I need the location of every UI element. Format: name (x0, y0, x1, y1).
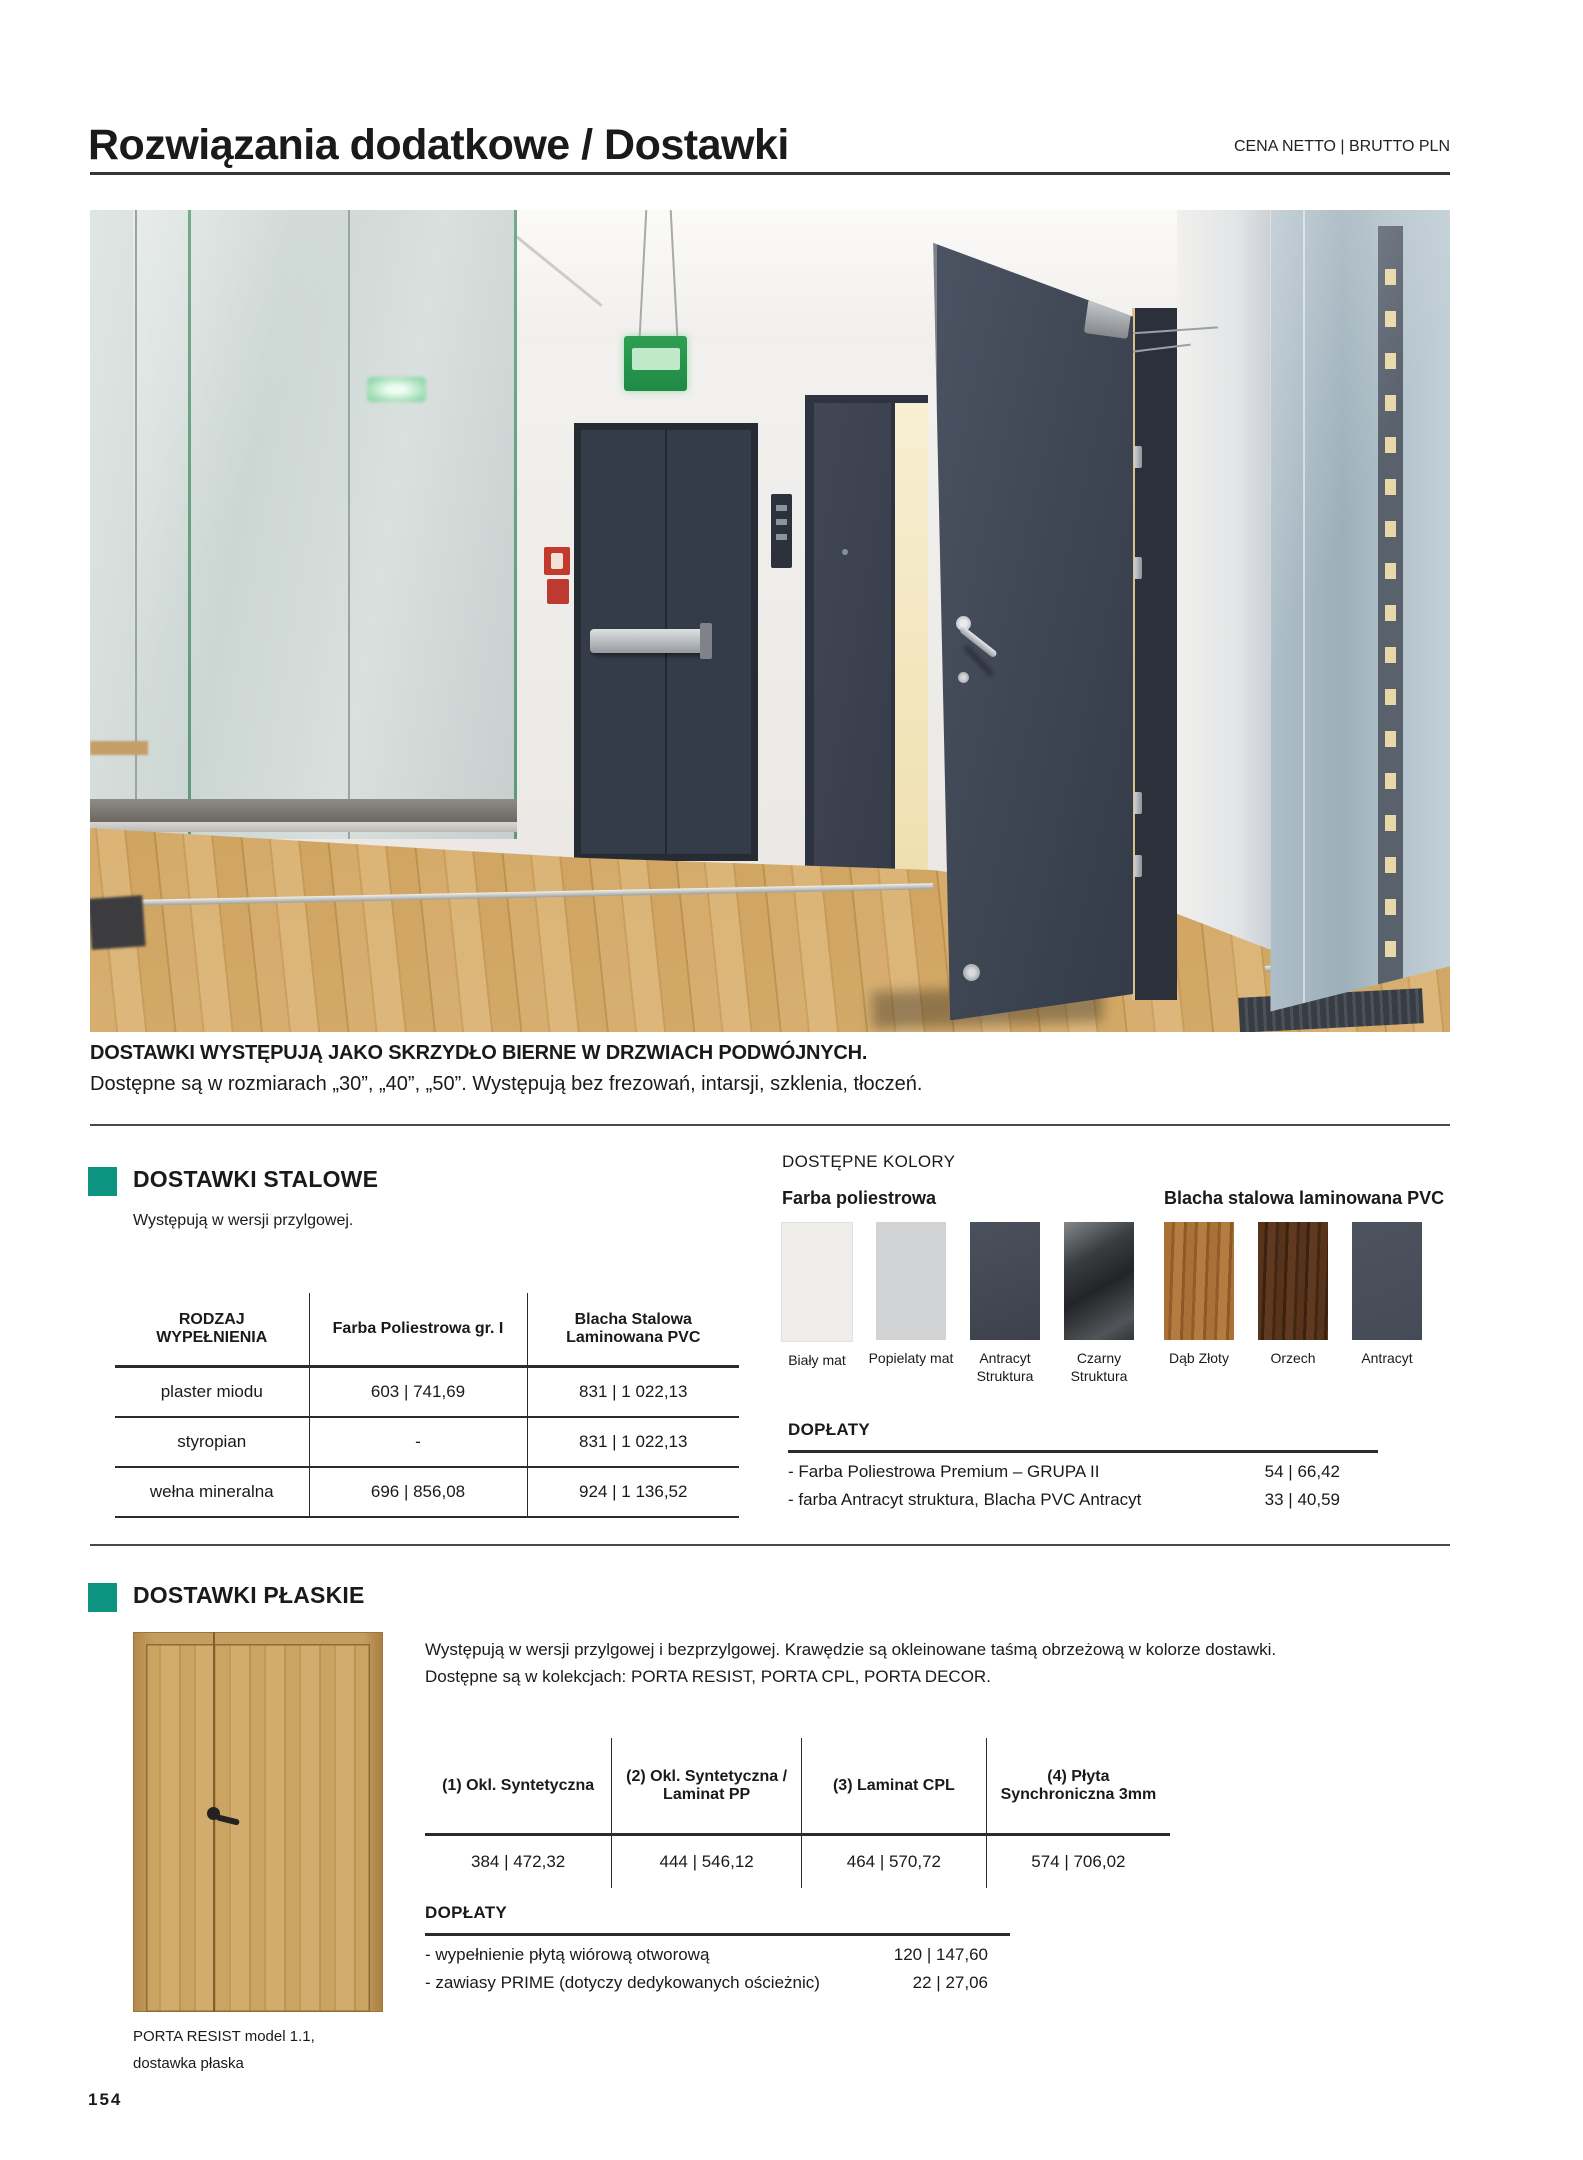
steel-price-table (115, 1293, 739, 1518)
swatch-dab-zloty (1164, 1222, 1234, 1340)
surcharge-label: - wypełnienie płytą wiórową otworową (425, 1945, 710, 1964)
photo-recessed-double-door (574, 423, 758, 861)
photo-intercom-panel (771, 494, 791, 568)
surcharge-price: 33 | 40,59 (1264, 1490, 1340, 1509)
section-divider (90, 1124, 1450, 1126)
door-leaf-gap (213, 1632, 215, 2012)
photo-bottom-lock (963, 964, 980, 981)
surcharge-label: - Farba Poliestrowa Premium – GRUPA II (788, 1462, 1100, 1481)
surcharge-row (788, 1490, 1340, 1510)
photo-glass-edge (514, 210, 517, 839)
swatch-row-pvc (1152, 1222, 1434, 1367)
section-divider (90, 1544, 1450, 1546)
intro-text: Dostępne są w rozmiarach „30”, „40”, „50”. Występują bez frezowań, intarsji, szklenia, tłoczeń. (90, 1073, 923, 1095)
photo-glass-seam (348, 210, 350, 839)
photo-exit-sign (624, 336, 687, 391)
page-title: Rozwiązania dodatkowe / Dostawki (88, 120, 789, 169)
color-swatch (1152, 1222, 1246, 1367)
cell-price: 696 | 856,08 (309, 1467, 527, 1517)
photo-glass-base-trim (90, 799, 517, 822)
color-swatch (1340, 1222, 1434, 1367)
photo-wall-pilaster (1177, 210, 1271, 954)
swatch-label: Antracyt (1361, 1350, 1413, 1366)
cell-price: 603 | 741,69 (309, 1367, 527, 1418)
photo-right-glass-facade (1270, 210, 1450, 1032)
color-group-name: Blacha stalowa laminowana PVC (1164, 1188, 1445, 1208)
color-swatch (958, 1222, 1052, 1385)
cell-price: 924 | 1 136,52 (527, 1467, 739, 1517)
surcharges-title: DOPŁATY (425, 1903, 508, 1922)
photo-door-peephole (842, 549, 848, 555)
intro-heading: DOSTAWKI WYSTĘPUJĄ JAKO SKRZYDŁO BIERNE W DRZWIACH PODWÓJNYCH. (90, 1042, 868, 1064)
col-header: Farba Poliestrowa gr. I (309, 1293, 527, 1367)
col-header: (1) Okl. Syntetyczna (425, 1738, 612, 1835)
photo-wood-rail (90, 741, 148, 755)
surcharge-price: 54 | 66,42 (1264, 1462, 1340, 1481)
photo-panic-bar (590, 629, 705, 652)
surcharge-price: 22 | 27,06 (912, 1973, 988, 1992)
swatch-label: Orzech (1270, 1350, 1316, 1366)
surcharge-label: - farba Antracyt struktura, Blacha PVC Antracyt (788, 1490, 1142, 1509)
photo-hinge (1134, 446, 1142, 468)
photo-glass-seam (188, 210, 191, 839)
figure-caption-line1: PORTA RESIST model 1.1, (133, 2028, 315, 2045)
swatch-row-paint (770, 1222, 1146, 1385)
photo-panic-bar-latch (700, 623, 712, 659)
photo-doorway-light (895, 403, 928, 900)
surcharge-label: - zawiasy PRIME (dotyczy dedykowanych ościeżnic) (425, 1973, 820, 1992)
photo-glowing-sign (367, 377, 425, 402)
table-header-row (115, 1293, 739, 1367)
swatch-label: Antracyt Struktura (976, 1350, 1034, 1384)
photo-door-handle (959, 626, 998, 659)
swatch-czarny-struktura (1064, 1222, 1134, 1340)
surcharge-row (788, 1462, 1340, 1482)
photo-open-door-leaf (933, 243, 1133, 1021)
surcharge-price: 120 | 147,60 (893, 1945, 988, 1964)
surcharges-title: DOPŁATY (788, 1420, 871, 1439)
section-bullet (88, 1167, 117, 1196)
surcharge-row (425, 1973, 988, 1993)
door-leaves (146, 1644, 370, 2012)
swatch-popielaty-mat (876, 1222, 946, 1340)
cell-price: 831 | 1 022,13 (527, 1367, 739, 1418)
colors-title: DOSTĘPNE KOLORY (782, 1152, 956, 1171)
cell-price: 464 | 570,72 (802, 1835, 987, 1889)
section-title-steel: DOSTAWKI STALOWE (133, 1166, 379, 1192)
photo-glass-sheen (1270, 210, 1450, 1032)
photo-fire-sign-icon (551, 553, 562, 569)
cell-price: 574 | 706,02 (1031, 1852, 1126, 1871)
col-header: RODZAJ WYPEŁNIENIA (115, 1293, 309, 1367)
flat-door-image (133, 1632, 383, 2012)
photo-hinge (1134, 855, 1142, 877)
photo-fire-sign-small (547, 579, 569, 604)
swatch-antracyt-struktura (970, 1222, 1040, 1340)
color-swatch (1246, 1222, 1340, 1367)
col-header: (4) Płyta Synchroniczna 3mm (986, 1738, 1170, 1835)
swatch-antracyt (1352, 1222, 1422, 1340)
surcharges-rule (425, 1933, 1010, 1936)
col-header: (3) Laminat CPL (802, 1738, 987, 1835)
cell-fill-type: styropian (115, 1417, 309, 1467)
page-number: 154 (88, 2090, 123, 2109)
cell-price: - (309, 1417, 527, 1467)
photo-exit-sign-panel (632, 348, 680, 370)
photo-second-door (805, 395, 927, 907)
surcharges-rule (788, 1450, 1378, 1453)
figure-caption-line2: dostawka płaska (133, 2055, 244, 2072)
swatch-label: Popielaty mat (868, 1350, 954, 1366)
header-rule (90, 172, 1450, 175)
photo-glass-kickplate (90, 822, 517, 833)
color-swatch (864, 1222, 958, 1385)
flat-price-table (425, 1738, 1170, 1888)
surcharge-row (425, 1945, 988, 1965)
section-bullet (88, 1583, 117, 1612)
swatch-label: Biały mat (788, 1352, 846, 1368)
photo-lock-cylinder (958, 672, 969, 683)
section-title-flat: DOSTAWKI PŁASKIE (133, 1582, 365, 1608)
color-swatch (770, 1222, 864, 1385)
price-note: CENA NETTO | BRUTTO PLN (1233, 138, 1450, 155)
table-row (115, 1467, 739, 1517)
photo-glass-wall (90, 210, 517, 839)
flat-desc-line1: Występują w wersji przylgowej i bezprzylgowej. Krawędzie są okleinowane taśmą obrzeżową w kolorze dostawki. (425, 1640, 1277, 1659)
cell-fill-type: plaster miodu (115, 1367, 309, 1418)
cell-fill-type: wełna mineralna (115, 1467, 309, 1517)
swatch-bialy-mat (781, 1222, 853, 1342)
color-swatch (1052, 1222, 1146, 1385)
photo-fire-sign (544, 547, 570, 575)
cell-price: 444 | 546,12 (612, 1835, 802, 1889)
photo-door-frame-jamb (1132, 308, 1177, 1000)
color-group-name: Farba poliestrowa (782, 1188, 937, 1208)
section-subtitle-steel: Występują w wersji przylgowej. (133, 1212, 354, 1229)
table-row (115, 1417, 739, 1467)
table-row (115, 1367, 739, 1418)
photo-second-door-leaf (814, 403, 891, 900)
swatch-label: Dąb Złoty (1169, 1350, 1229, 1366)
swatch-orzech (1258, 1222, 1328, 1340)
table-header-row (425, 1738, 1170, 1835)
hero-photo-steel-doors (90, 210, 1450, 1032)
col-header: (2) Okl. Syntetyczna / Laminat PP (612, 1738, 802, 1835)
flat-desc-line2: Dostępne są w kolekcjach: PORTA RESIST, PORTA CPL, PORTA DECOR. (425, 1667, 991, 1686)
col-header: Blacha Stalowa Laminowana PVC (527, 1293, 739, 1367)
cell-price: 384 | 472,32 (425, 1835, 612, 1889)
cell-price: 831 | 1 022,13 (527, 1417, 739, 1467)
photo-door-hardware-left (90, 895, 146, 950)
swatch-label: Czarny Struktura (1070, 1350, 1128, 1384)
table-row (425, 1835, 1170, 1889)
photo-hinge (1134, 792, 1142, 814)
photo-hinge (1134, 557, 1142, 579)
